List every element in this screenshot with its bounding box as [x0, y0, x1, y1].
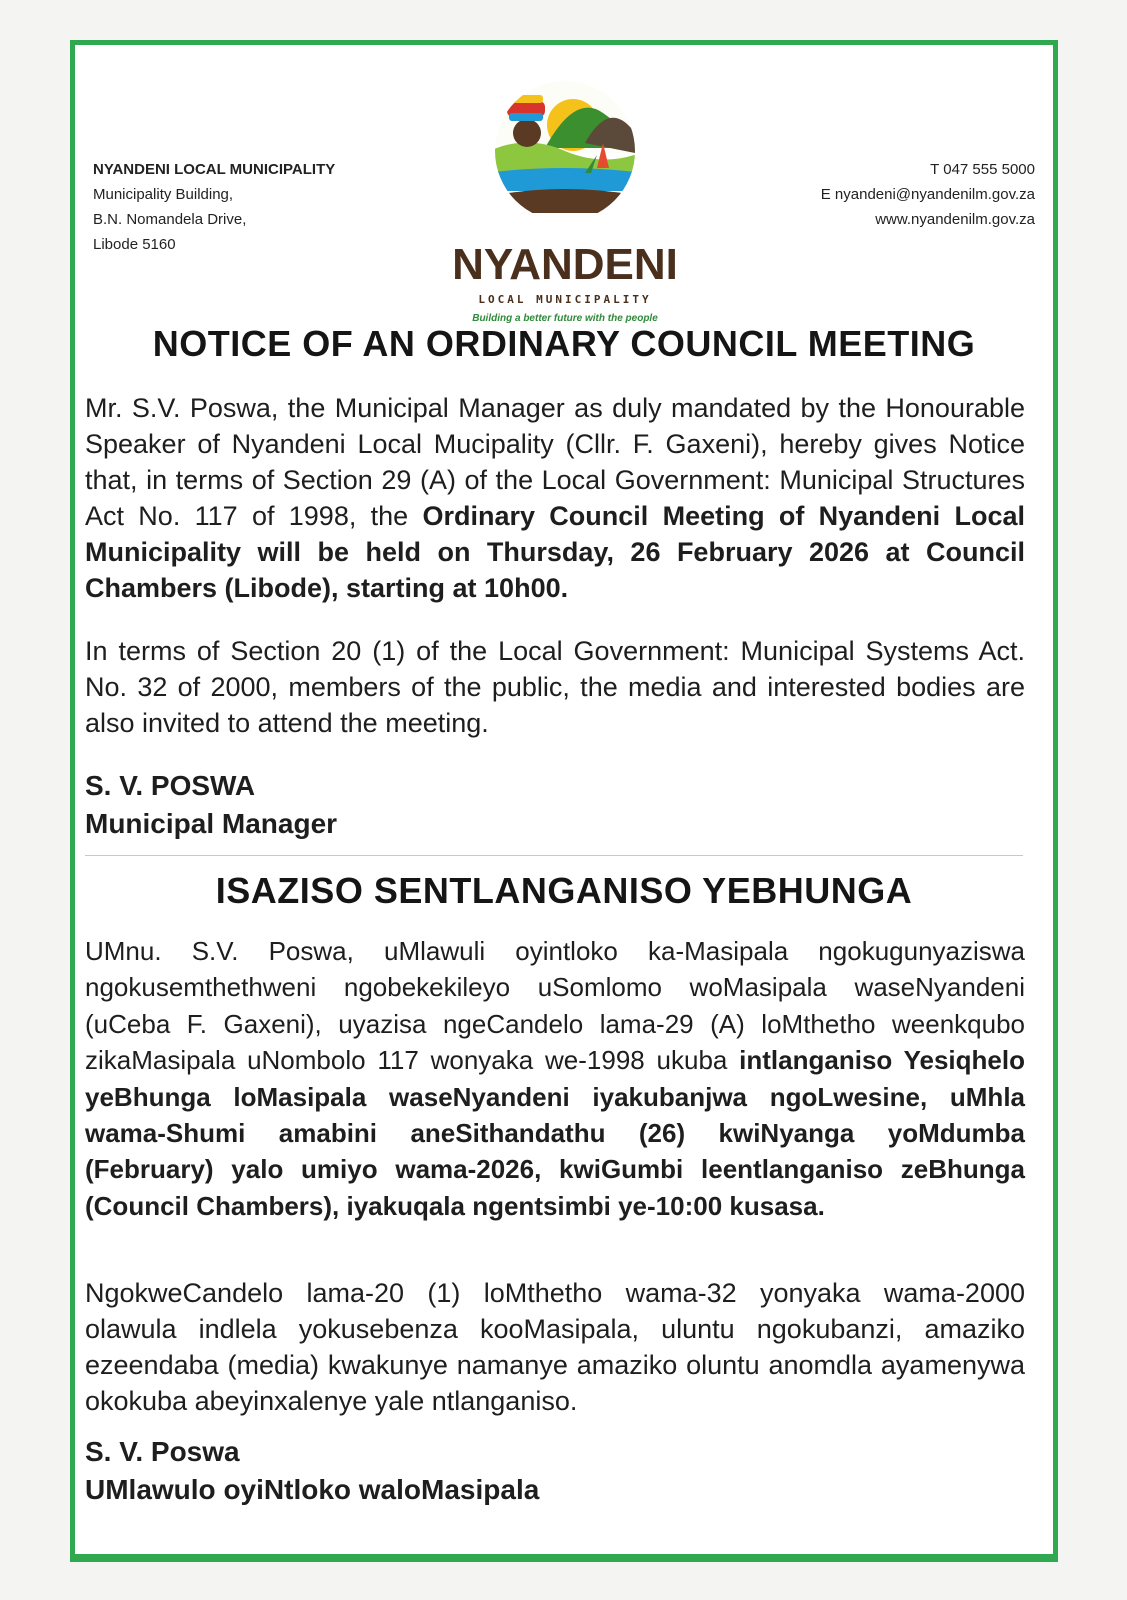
signatory-name: S. V. POSWA	[85, 770, 256, 801]
logo-subtitle: LOCAL MUNICIPALITY	[478, 293, 652, 306]
email-address: E nyandeni@nyandenilm.gov.za	[820, 186, 1035, 203]
phone-number: T 047 555 5000	[930, 161, 1035, 178]
english-signature	[85, 767, 337, 843]
logo-tagline: Building a better future with the people	[472, 313, 658, 324]
address-line: Municipality Building,	[93, 186, 234, 203]
logo-name: NYANDENI	[452, 240, 678, 289]
address-block	[93, 157, 335, 257]
section-divider	[85, 855, 1023, 856]
english-paragraph-2: In terms of Section 20 (1) of the Local Government: Municipal Systems Act. No. 32 of 2000, members of the public, the media and interested bodies are also invited to attend the meeting.	[85, 636, 1025, 738]
english-paragraph-1-plain: Mr. S.V. Poswa, the Municipal Manager as duly mandated by the Honourable Speaker of Nyandeni Local Mucipality (Cllr. F. Gaxeni), hereby gives Notice that, in terms of Section 29 (A) of the Local Government: Municipal Structures Act No. 117 of 1998, the	[85, 393, 1025, 531]
website-url: www.nyandenilm.gov.za	[875, 211, 1035, 228]
english-paragraph-1	[85, 390, 1025, 606]
xhosa-signatory-name: S. V. Poswa	[85, 1436, 240, 1467]
signatory-title: Municipal Manager	[85, 808, 338, 839]
address-line: B.N. Nomandela Drive,	[93, 211, 247, 228]
xhosa-paragraph-1-bold: intlanganiso Yesiqhelo yeBhunga loMasipala waseNyandeni iyakubanjwa ngoLwesine, uMhla wama-Shumi amabini aneSithandathu (26) kwiNyanga yoMdumba (February) yalo umiyo wama-2026, kwiGumbi leentlanganiso zeBhunga (Council Chambers), iyakuqala ngentsimbi ye-10:00 kusasa.	[85, 1045, 1025, 1221]
notice-frame	[70, 40, 1058, 1562]
xhosa-title: ISAZISO SENTLANGANISO YEBHUNGA	[215, 870, 913, 911]
xhosa-paragraph-1-plain: UMnu. S.V. Poswa, uMlawuli oyintloko ka-Masipala ngokugunyaziswa ngokusemthethweni ngobekekileyo uSomlomo woMasipala waseNyandeni (uCeba F. Gaxeni), uyazisa ngeCandelo lama-29 (A) loMthetho weenkqubo zikaMasipala uNombolo 117 wonyaka we-1998 ukuba	[85, 936, 1025, 1076]
english-paragraph-1-bold: Ordinary Council Meeting of Nyandeni Local Municipality will be held on Thursday, 26 February 2026 at Council Chambers (Libode), starting at 10h00.	[85, 501, 1025, 603]
xhosa-signatory-title: UMlawulo oyiNtloko waloMasipala	[85, 1474, 540, 1505]
logo-emblem-icon	[485, 73, 645, 233]
xhosa-paragraph-2: NgokweCandelo lama-20 (1) loMthetho wama-32 yonyaka wama-2000 olawula indlela yokusebenza kooMasipala, uluntu ngokubanzi, amaziko ezeendaba (media) kwakunye namanye amaziko oluntu anomdla ayamenywa okokuba abeyinxalenye yale ntlanganiso.	[85, 1278, 1025, 1416]
address-line: Libode 5160	[93, 236, 176, 253]
xhosa-signature	[85, 1433, 539, 1509]
notice-title: NOTICE OF AN ORDINARY COUNCIL MEETING	[152, 323, 976, 364]
org-name: NYANDENI LOCAL MUNICIPALITY	[93, 161, 336, 178]
xhosa-paragraph-1	[85, 933, 1025, 1224]
contact-block	[821, 157, 1035, 232]
municipality-logo	[425, 65, 705, 324]
